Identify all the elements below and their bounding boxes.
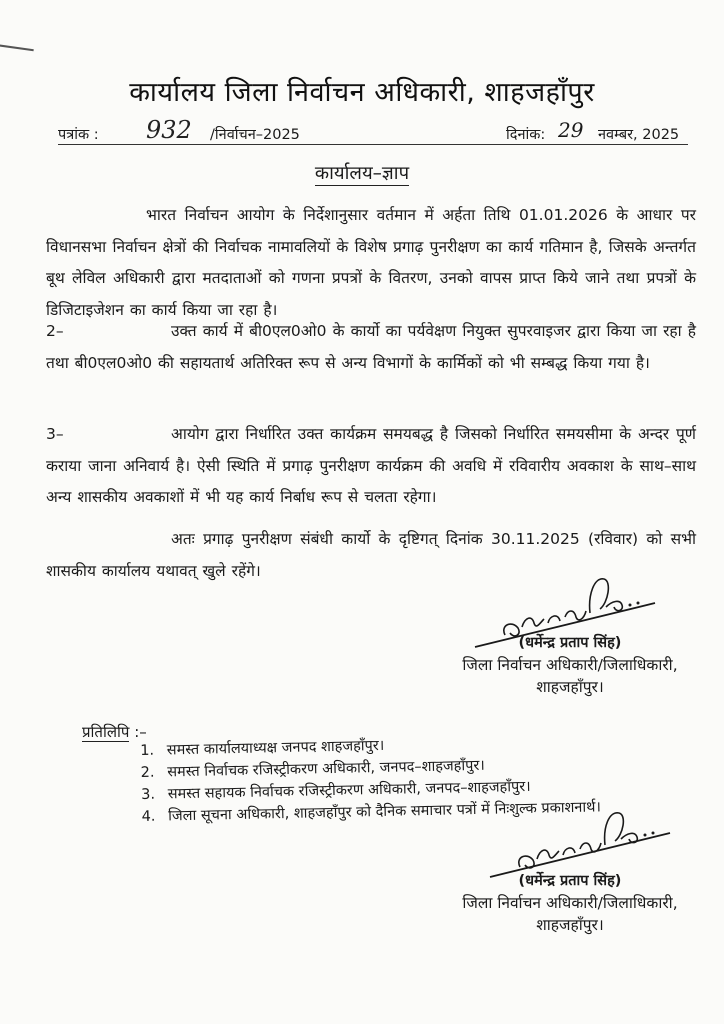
list-item: 4. जिला सूचना अधिकारी, शाहजहाँपुर को दैनिक समाचार पत्रों में निःशुल्क प्रकाशनार्थ। [141, 799, 602, 825]
paragraph-4-text: अतः प्रगाढ़ पुनरीक्षण संबंधी कार्यो के दृष्टिगत् दिनांक 30.11.2025 (रविवार) को सभी शासकीय कार्यालय यथावत् खुले रहेंगे। [46, 530, 696, 580]
signatory-designation: जिला निर्वाचन अधिकारी/जिलाधिकारी, [462, 894, 678, 912]
list-item: 3. समस्त सहायक निर्वाचक रजिस्ट्रीकरण अधिकारी, जनपद–शाहजहाँपुर। [140, 778, 531, 803]
office-title: कार्यालय जिला निर्वाचन अधिकारी, शाहजहाँपुर [129, 77, 595, 108]
corner-pen-mark [0, 44, 34, 51]
reference-line [58, 116, 688, 145]
date-label: दिनांक: [506, 127, 546, 143]
signatory-name: (धर्मेन्द्र प्रताप सिंह) [518, 635, 622, 651]
list-item: 1. समस्त कार्यालयाध्यक्ष जनपद शाहजहाँपुर। [140, 737, 385, 759]
signatory-block [420, 632, 720, 698]
paragraph-1-text: भारत निर्वाचन आयोग के निर्देशानुसार वर्तमान में अर्हता तिथि 01.01.2026 के आधार पर विधानसभा निर्वाचन क्षेत्रों की निर्वाचक नामावलियों के विशेष प्रगाढ़ पुनरीक्षण का कार्य गतिमान है, जिसके अन्तर्गत बूथ लेविल अधिकारी द्वारा मतदाताओं को गणना प्रपत्रों के वितरण, उनको वापस प्राप्त किये जाने तथा प्रपत्रों के डिजिटाइजेशन का कार्य किया जा रहा है। [46, 206, 696, 319]
paragraph-2-number: 2– [46, 322, 64, 340]
copy-to-label: प्रतिलिपि [82, 723, 130, 741]
paragraph-1 [46, 200, 696, 326]
paragraph-2 [46, 316, 696, 379]
paragraph-3-text: आयोग द्वारा निर्धारित उक्त कार्यक्रम समयबद्ध है जिसको निर्धारित समयसीमा के अन्दर पूर्ण कराया जाना अनिवार्य है। ऐसी स्थिति में प्रगाढ़ पुनरीक्षण कार्यक्रम की अवधि में रविवारीय अवकाश के साथ–साथ अन्य शासकीय अवकाशों में भी यह कार्य निर्बाध रूप से चलता रहेगा। [46, 425, 696, 506]
date-month-year: नवम्बर, 2025 [598, 127, 680, 143]
paragraph-3 [46, 419, 696, 514]
memo-heading [0, 160, 724, 185]
copy-to-heading: प्रतिलिपि :– [82, 723, 147, 741]
memo-heading-text: कार्यालय–ज्ञाप [314, 163, 410, 184]
signatory-designation: जिला निर्वाचन अधिकारी/जिलाधिकारी, [462, 656, 678, 674]
ref-number: 932 [146, 116, 192, 144]
ref-dept: /निर्वाचन–2025 [210, 127, 300, 143]
signatory-place: शाहजहाँपुर। [536, 916, 604, 934]
paragraph-2-text: उक्त कार्य में बी0एल0ओ0 के कार्यो का पर्यवेक्षण नियुक्त सुपरवाइजर द्वारा किया जा रहा है तथा बी0एल0ओ0 की सहायतार्थ अतिरिक्त रूप से अन्य विभागों के कार्मिकों को भी सम्बद्ध किया गया है। [46, 322, 696, 372]
date-day: 29 [558, 118, 584, 142]
list-item: 2. समस्त निर्वाचक रजिस्ट्रीकरण अधिकारी, जनपद–शाहजहाँपुर। [140, 757, 486, 781]
signatory-block-copy [420, 870, 720, 936]
signatory-place: शाहजहाँपुर। [536, 678, 604, 696]
signatory-name: (धर्मेन्द्र प्रताप सिंह) [518, 873, 622, 889]
ref-label: पत्रांक : [58, 127, 99, 143]
paragraph-3-number: 3– [46, 425, 64, 443]
